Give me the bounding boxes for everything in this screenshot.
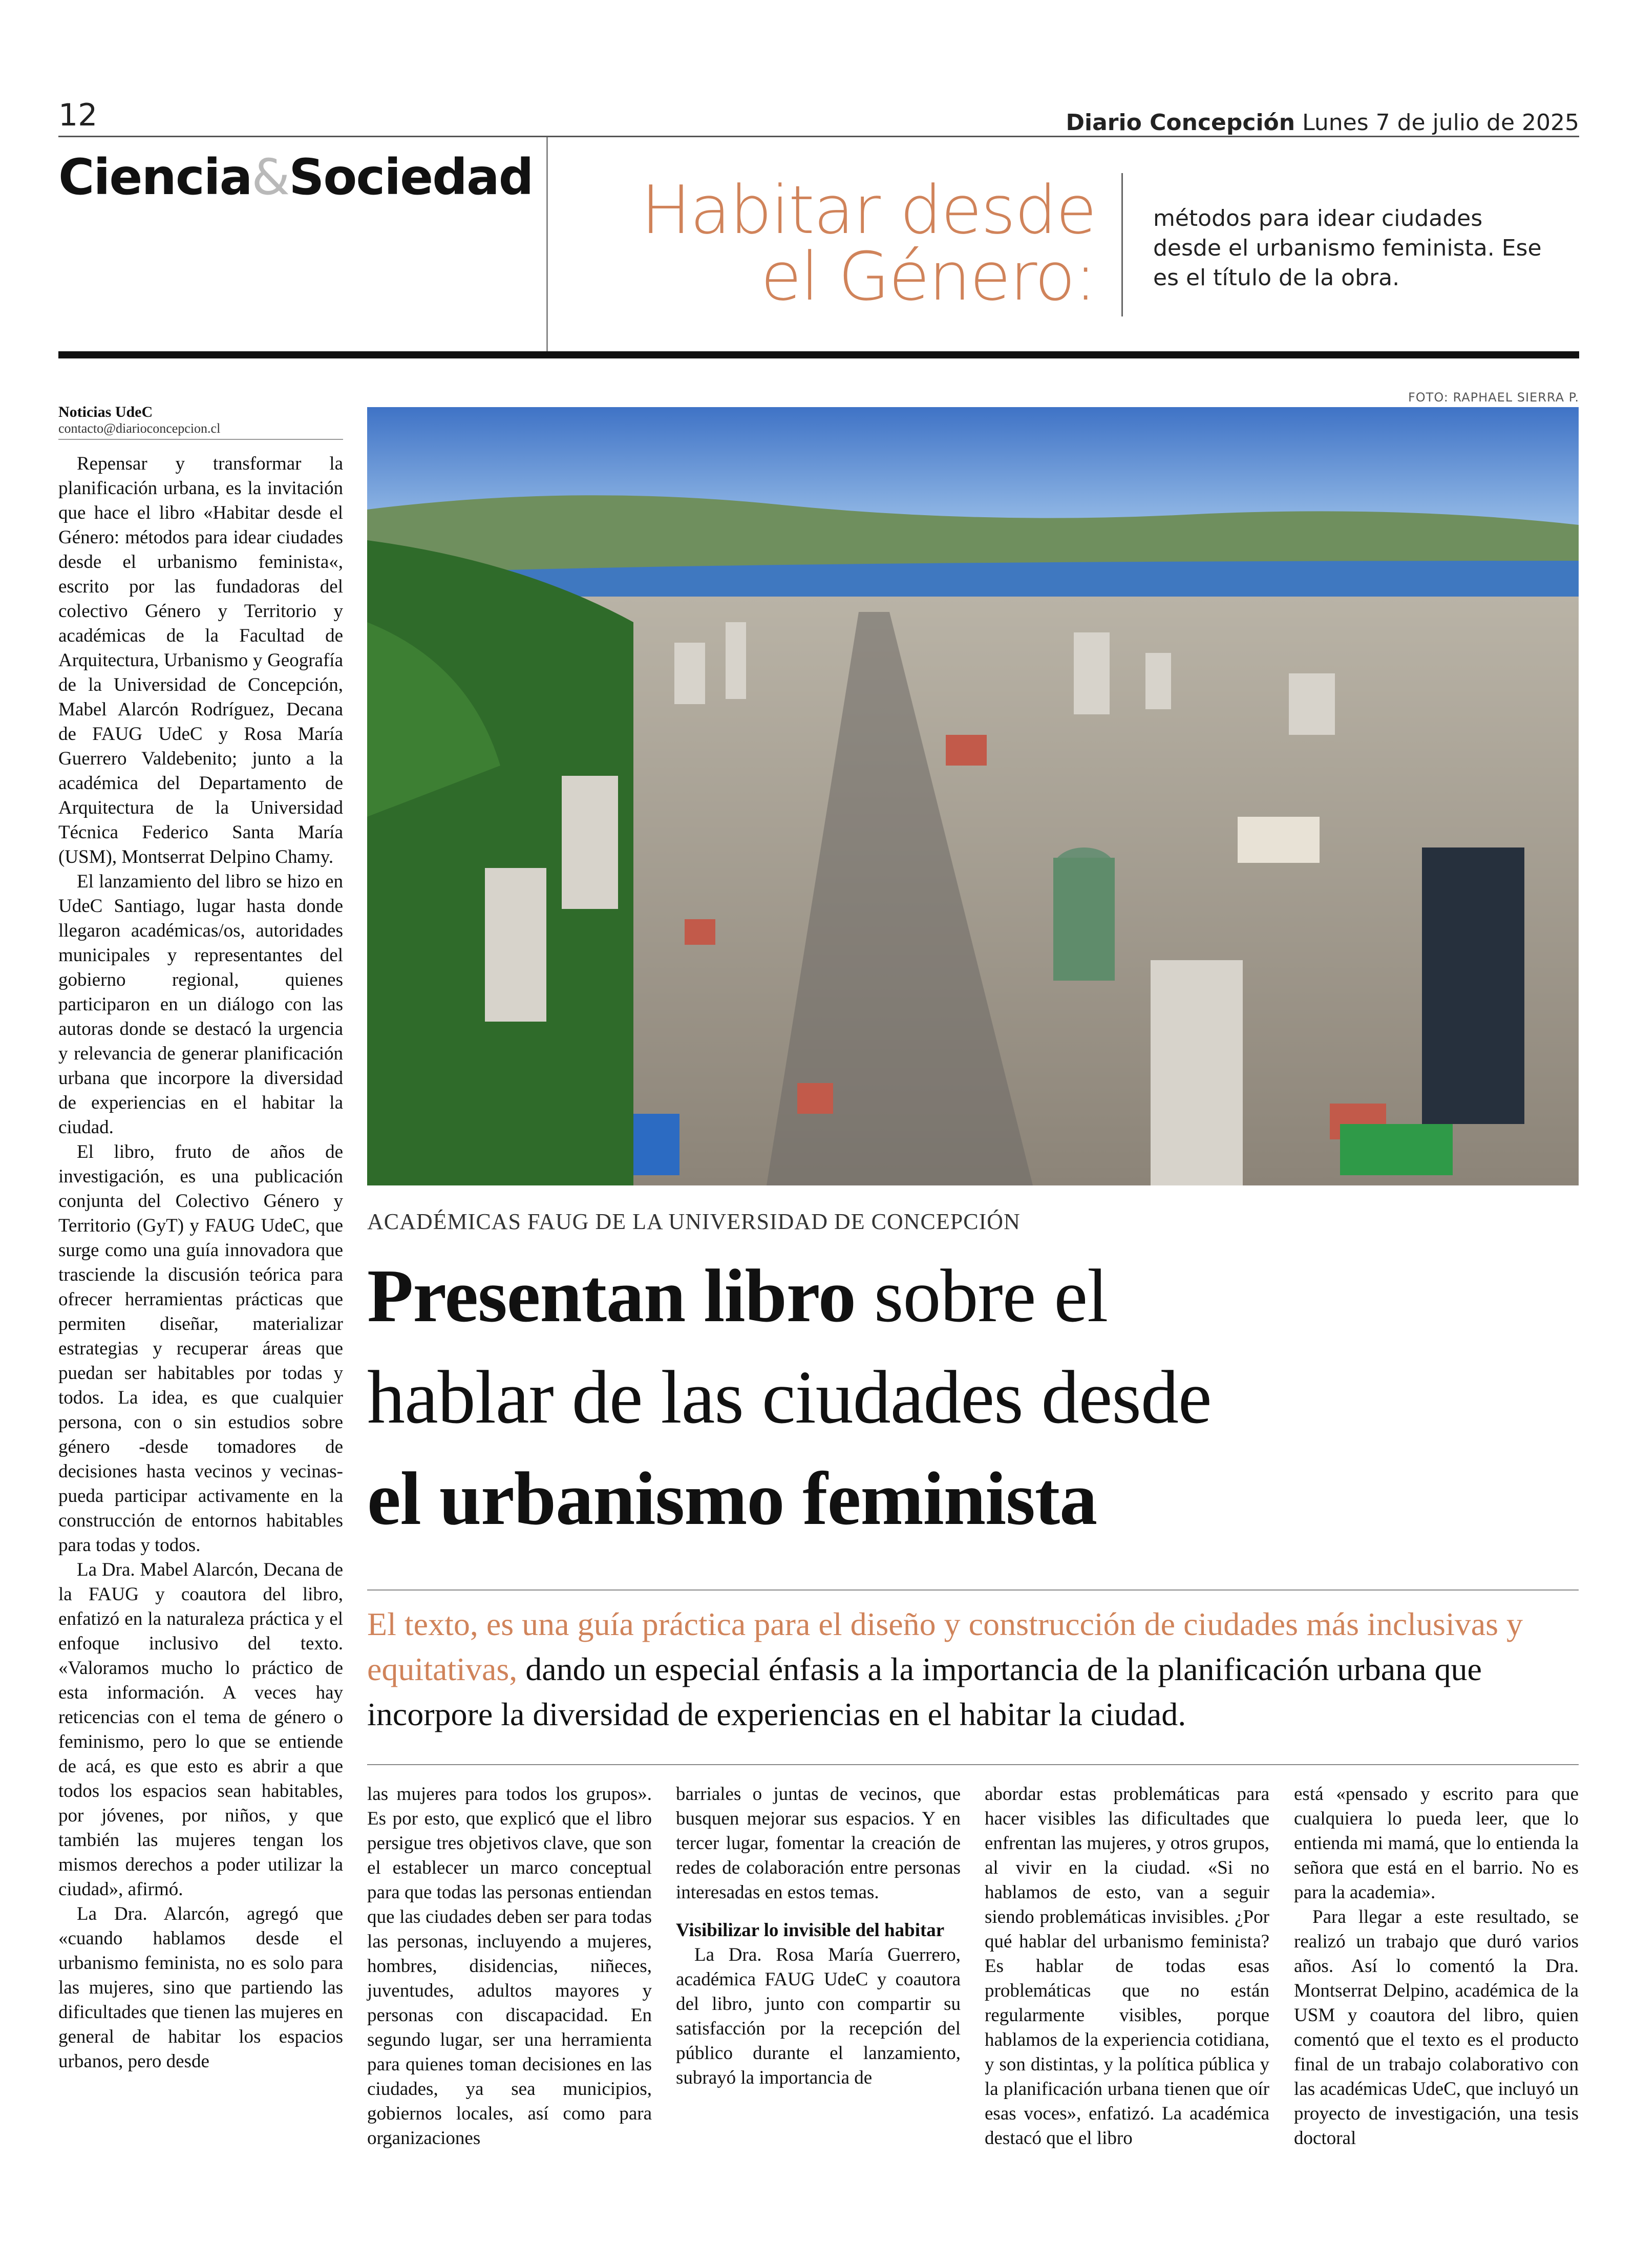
article-column-4: [985, 1782, 1269, 2151]
headline-line-1: [367, 1245, 1579, 1347]
headline-bold-1: Presentan libro: [367, 1254, 856, 1338]
header-rule: [58, 136, 1579, 137]
article-deck: [367, 1602, 1579, 1737]
section-name: [58, 149, 533, 206]
hero-note: métodos para idear ciudades desde el urbanismo feminista. Ese es el título de la obra.: [1153, 205, 1542, 291]
byline-email: contacto@diarioconcepcion.cl: [58, 421, 221, 436]
hero-divider: [1121, 173, 1123, 316]
article-column-3: [676, 1782, 961, 2090]
paragraph: barriales o juntas de vecinos, que busquen mejorar sus espacios. Y en tercer lugar, fomentar la creación de redes de colaboración entre personas interesadas en estos temas.: [676, 1784, 961, 1903]
header-divider: [546, 137, 548, 352]
deck-accent: El texto, es una guía práctica para el diseño y construcción de ciudades más inclusivas y equitativas,: [367, 1606, 1523, 1687]
paragraph: las mujeres para todos los grupos». Es por esto, que explicó que el libro persigue tres objetivos clave, que son el establecer un marco conceptual para que todas las personas entiendan que las ciudades deben ser para todas las personas, incluyendo a mujeres, hombres, disidencias, niñeces, juventudes, adultos mayores y personas con discapacidad. En segundo lugar, ser una herramienta para quienes toman decisiones en las ciudades, ya sea municipios, gobiernos locales, así como para organizaciones: [367, 1784, 652, 2149]
article-headline: [367, 1245, 1579, 1550]
article-column-2: [367, 1782, 652, 2151]
headline-line-3: [367, 1448, 1579, 1550]
aerial-city-photo: [367, 407, 1579, 1185]
hero-title-line-2: el Género:: [760, 238, 1096, 315]
section-name-a: Ciencia: [58, 149, 252, 206]
article-column-1: [58, 452, 343, 2074]
hero-title: [589, 171, 1096, 315]
photo-credit: FOTO: RAPHAEL SIERRA P.: [1408, 390, 1579, 405]
article-kicker: ACADÉMICAS FAUG DE LA UNIVERSIDAD DE CONCEPCIÓN: [367, 1209, 1021, 1234]
deck-rest: dando un especial énfasis a la importancia de la planificación urbana que incorpore la diversidad de experiencias en el habitar la ciudad.: [367, 1651, 1482, 1732]
headline-line-2: hablar de las ciudades desde: [367, 1355, 1212, 1439]
header-thick-rule: [58, 351, 1579, 358]
section-ampersand: &: [251, 149, 289, 206]
byline-name: Noticias UdeC: [58, 404, 153, 420]
paragraph: La Dra. Mabel Alarcón, Decana de la FAUG y coautora del libro, enfatizó en la naturaleza práctica y el enfoque inclusivo del texto. «Valoramos mucho lo práctico de esta información. A veces hay reticencias con el tema de género o feminismo, pero lo que se entiende de acá, es que esto es abrir a que todos los espacios sean habitables, por jóvenes, por niños, y que también las mujeres tengan los mismos derechos a poder utilizar la ciudad», afirmó.: [58, 1559, 343, 1900]
paragraph: El libro, fruto de años de investigación, es una publicación conjunta del Colectivo Género y Territorio (GyT) y FAUG UdeC, que surge como una guía innovadora que trasciende la discusión teórica para ofrecer herramientas prácticas que permiten diseñar, materializar estrategias y recuperar áreas que puedan ser habitables por todas y todos. La idea, es que cualquier persona, con o sin estudios sobre género -desde tomadores de decisiones hasta vecinos y vecinas- pueda participar activamente en la construcción de entornos habitables para todas y todos.: [58, 1141, 343, 1556]
newspaper-name: Diario Concepción: [1066, 110, 1295, 136]
article-column-5: [1294, 1782, 1579, 2151]
paragraph: La Dra. Alarcón, agregó que «cuando hablamos desde el urbanismo feminista, no es solo para las mujeres, sino que partiendo las dificultades que tienen las mujeres en general de habitar los espacios urbanos, pero desde: [58, 1903, 343, 2072]
byline-rule: [58, 439, 343, 440]
headline-bold-3: el urbanismo feminista: [367, 1457, 1097, 1541]
deck-rule-bottom: [367, 1764, 1579, 1765]
deck-rule-top: [367, 1589, 1579, 1591]
page-number: 12: [58, 97, 98, 133]
issue-info: [1066, 110, 1580, 136]
section-subhead: Visibilizar lo invisible del habitar: [676, 1920, 945, 1941]
paragraph: está «pensado y escrito para que cualquiera lo pueda leer, que lo entienda mi mamá, que lo entienda la señora que está en el barrio. No es para la academia».: [1294, 1784, 1579, 1903]
paragraph: Para llegar a este resultado, se realizó un trabajo que duró varios años. Así lo comentó la Dra. Montserrat Delpino, académica de la USM y coautora del libro, quien comentó que el texto es el producto final de un trabajo colaborativo con las académicas UdeC, que incluyó un proyecto de investigación, una tesis doctoral: [1294, 1906, 1579, 2149]
section-name-b: Sociedad: [289, 149, 533, 206]
issue-date: Lunes 7 de julio de 2025: [1302, 110, 1579, 136]
paragraph: Repensar y transformar la planificación urbana, es la invitación que hace el libro «Habitar desde el Género: métodos para idear ciudades desde el urbanismo feminista«, escrito por las fundadoras del colectivo Género y Territorio y académicas de la Facultad de Arquitectura, Urbanismo y Geografía de la Universidad de Concepción, Mabel Alarcón Rodríguez, Decana de FAUG UdeC y Rosa María Guerrero Valdebenito; junto a la académica del Departamento de Arquitectura de la Universidad Técnica Federico Santa María (USM), Montserrat Delpino Chamy.: [58, 453, 343, 867]
paragraph: La Dra. Rosa María Guerrero, académica FAUG UdeC y coautora del libro, junto con compartir su satisfacción por la recepción del público durante el lanzamiento, subrayó la importancia de: [676, 1944, 961, 2088]
paragraph: El lanzamiento del libro se hizo en UdeC Santiago, lugar hasta donde llegaron académicas/os, autoridades municipales y representantes del gobierno regional, quienes participaron en un diálogo con las autoras donde se destacó la urgencia y relevancia de generar planificación urbana que incorpore la diversidad de experiencias en el habitar la ciudad.: [58, 871, 343, 1138]
paragraph: abordar estas problemáticas para hacer visibles las dificultades que enfrentan las mujeres, y otros grupos, al vivir en la ciudad. «Si no hablamos de esto, van a seguir siendo problemáticas invisibles. ¿Por qué hablar del urbanismo feminista? Es hablar de todas esas problemáticas que no están regularmente visibles, porque hablamos de la experiencia cotidiana, y son distintas, y la política pública y la planificación urbana tienen que oír esas voces», enfatizó. La académica destacó que el libro: [985, 1784, 1269, 2149]
headline-rest-1: sobre el: [855, 1254, 1108, 1338]
hero-title-line-1: Habitar desde: [641, 171, 1096, 249]
